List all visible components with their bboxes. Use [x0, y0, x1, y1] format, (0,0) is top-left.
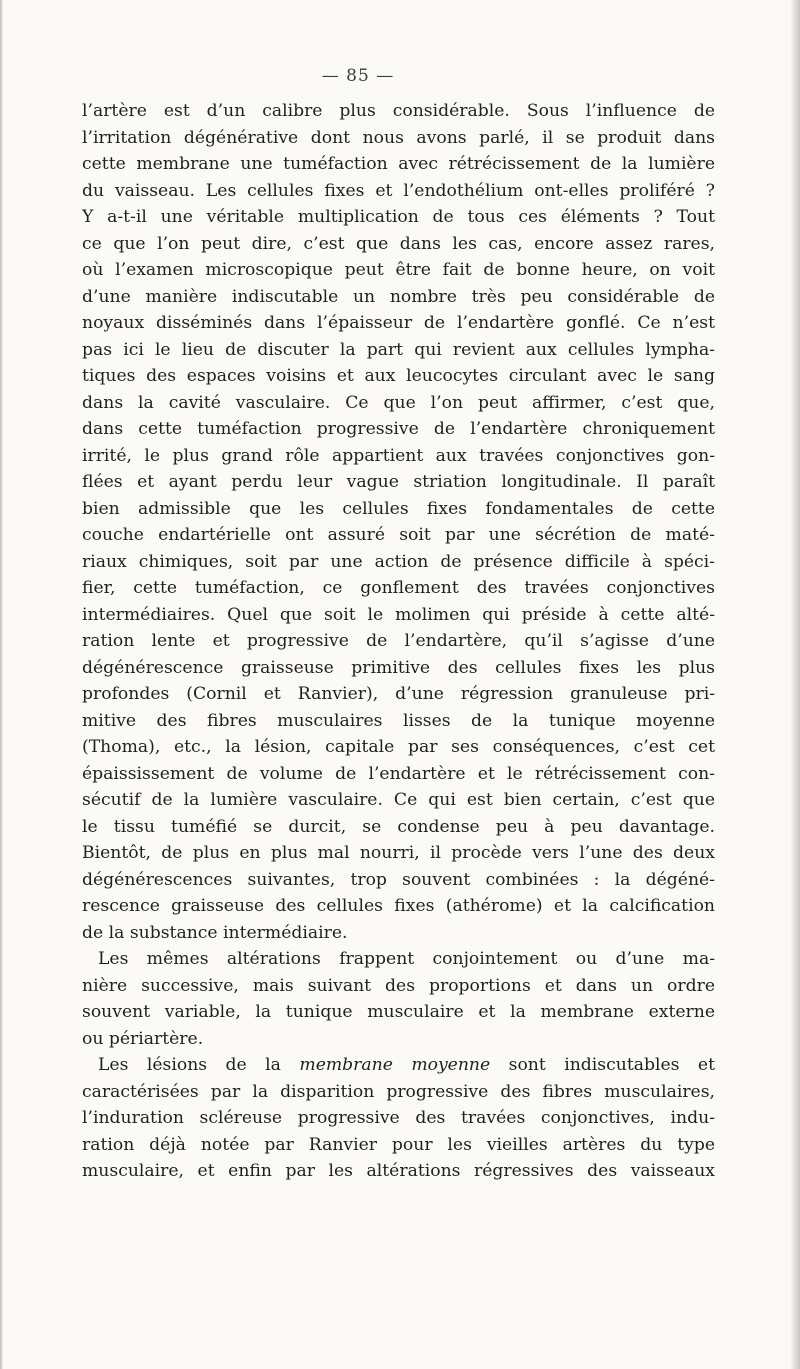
- text-segment: riaux chimiques, soit par une action de présence difficile à spéci-: [82, 551, 715, 572]
- text-segment: l’irritation dégénérative dont nous avons parlé, il se produit dans: [82, 127, 715, 148]
- text-line: [82, 178, 715, 205]
- text-segment: Bientôt, de plus en plus mal nourri, il procède vers l’une des deux: [82, 843, 715, 863]
- text-line: [82, 1026, 715, 1053]
- text-line: [82, 893, 715, 920]
- text-line: [82, 98, 715, 125]
- text-line: [82, 496, 715, 523]
- text-line: [82, 681, 715, 708]
- text-line: [82, 151, 715, 178]
- text-segment: couche endartérielle ont assuré soit par une sécrétion de maté-: [82, 525, 715, 545]
- text-segment: d’une manière indiscutable un nombre très peu considérable de: [82, 286, 715, 307]
- text-line: [82, 469, 715, 496]
- text-segment: bien admissible que les cellules fixes fondamentales de cette: [82, 498, 715, 519]
- text-line: [82, 390, 715, 417]
- page-right-edge: [791, 0, 800, 1369]
- text-segment: pas ici le lieu de discuter la part qui revient aux cellules lympha-: [82, 339, 715, 360]
- text-segment: mitive des fibres musculaires lisses de la tunique moyenne: [82, 710, 715, 731]
- page-number: — 85 —: [321, 66, 395, 86]
- text-segment: l’artère est d’un calibre plus considérable. Sous l’influence de: [82, 101, 715, 121]
- body-text: [82, 98, 715, 1185]
- text-segment: Y a-t-il une véritable multiplication de tous ces éléments ? Tout: [82, 207, 715, 227]
- text-line: [82, 257, 715, 284]
- text-line: [82, 204, 715, 231]
- text-line: [82, 284, 715, 311]
- text-segment: dans la cavité vasculaire. Ce que l’on peut affirmer, c’est que,: [82, 392, 715, 413]
- text-segment: ration lente et progressive de l’endartère, qu’il s’agisse d’une: [82, 631, 715, 651]
- text-line: [82, 416, 715, 443]
- text-segment: souvent variable, la tunique musculaire et la membrane externe: [82, 1002, 715, 1022]
- text-line: [82, 1105, 715, 1132]
- text-segment: tiques des espaces voisins et aux leucocytes circulant avec le sang: [82, 366, 715, 386]
- text-segment: fier, cette tuméfaction, ce gonflement des travées conjonctives: [82, 578, 715, 598]
- text-segment: de la substance intermédiaire.: [82, 922, 348, 943]
- text-segment: où l’examen microscopique peut être fait de bonne heure, on voit: [82, 260, 715, 280]
- text-line: [82, 867, 715, 894]
- text-segment: sont indiscutables et: [490, 1055, 715, 1075]
- text-line: [82, 628, 715, 655]
- text-segment: épaississement de volume de l’endartère et le rétrécissement con-: [82, 763, 715, 784]
- text-line: [82, 549, 715, 576]
- text-line: [82, 125, 715, 152]
- text-line: [82, 946, 715, 973]
- text-segment: musculaire, et enfin par les altérations régressives des vaisseaux: [82, 1161, 715, 1181]
- text-line: [82, 522, 715, 549]
- text-segment: le tissu tuméfié se durcit, se condense peu à peu davantage.: [82, 816, 715, 837]
- text-segment: intermédiaires. Quel que soit le molimen qui préside à cette alté-: [82, 604, 715, 625]
- text-line: [82, 1132, 715, 1159]
- text-line: [82, 973, 715, 1000]
- text-line: [82, 363, 715, 390]
- text-segment: ration déjà notée par Ranvier pour les vieilles artères du type: [82, 1134, 715, 1155]
- text-line: [82, 310, 715, 337]
- text-line: [82, 734, 715, 761]
- text-segment: flées et ayant perdu leur vague striation longitudinale. Il paraît: [82, 472, 715, 492]
- page-left-edge: [0, 0, 3, 1369]
- text-line: [82, 814, 715, 841]
- text-line: [82, 602, 715, 629]
- text-line: [82, 575, 715, 602]
- text-segment: sécutif de la lumière vasculaire. Ce qui est bien certain, c’est que: [82, 790, 715, 810]
- text-line: [82, 1158, 715, 1185]
- text-line: [82, 1079, 715, 1106]
- text-segment: dans cette tuméfaction progressive de l’endartère chroniquement: [82, 419, 715, 439]
- text-line: [82, 999, 715, 1026]
- text-segment: irrité, le plus grand rôle appartient aux travées conjonctives gon-: [82, 445, 715, 466]
- text-line: [82, 231, 715, 258]
- text-segment: Les mêmes altérations frappent conjointement ou d’une ma-: [98, 949, 715, 969]
- text-line: [82, 337, 715, 364]
- text-line: [82, 920, 715, 947]
- text-segment: nière successive, mais suivant des proportions et dans un ordre: [82, 975, 715, 996]
- text-segment: dégénérescence graisseuse primitive des cellules fixes les plus: [82, 657, 715, 678]
- text-segment: profondes (Cornil et Ranvier), d’une régression granuleuse pri-: [82, 684, 715, 704]
- text-segment: caractérisées par la disparition progressive des fibres musculaires,: [82, 1081, 715, 1102]
- text-segment: (Thoma), etc., la lésion, capitale par ses conséquences, c’est cet: [82, 737, 715, 757]
- text-line: [82, 840, 715, 867]
- italic-text: membrane moyenne: [299, 1055, 491, 1075]
- text-segment: cette membrane une tuméfaction avec rétrécissement de la lumière: [82, 154, 715, 174]
- text-segment: ou périartère.: [82, 1028, 204, 1049]
- text-line: [82, 787, 715, 814]
- text-line: [82, 1052, 715, 1079]
- text-line: [82, 443, 715, 470]
- text-segment: Les lésions de la: [98, 1055, 300, 1075]
- text-line: [82, 708, 715, 735]
- text-line: [82, 761, 715, 788]
- text-segment: ce que l’on peut dire, c’est que dans les cas, encore assez rares,: [82, 233, 715, 254]
- text-segment: noyaux disséminés dans l’épaisseur de l’endartère gonflé. Ce n’est: [82, 313, 715, 333]
- text-segment: dégénérescences suivantes, trop souvent combinées : la dégéné-: [82, 869, 715, 890]
- text-segment: du vaisseau. Les cellules fixes et l’endothélium ont-elles proliféré ?: [82, 180, 715, 201]
- text-line: [82, 655, 715, 682]
- text-segment: rescence graisseuse des cellules fixes (athérome) et la calcification: [82, 896, 715, 916]
- text-segment: l’induration scléreuse progressive des travées conjonctives, indu-: [82, 1108, 715, 1128]
